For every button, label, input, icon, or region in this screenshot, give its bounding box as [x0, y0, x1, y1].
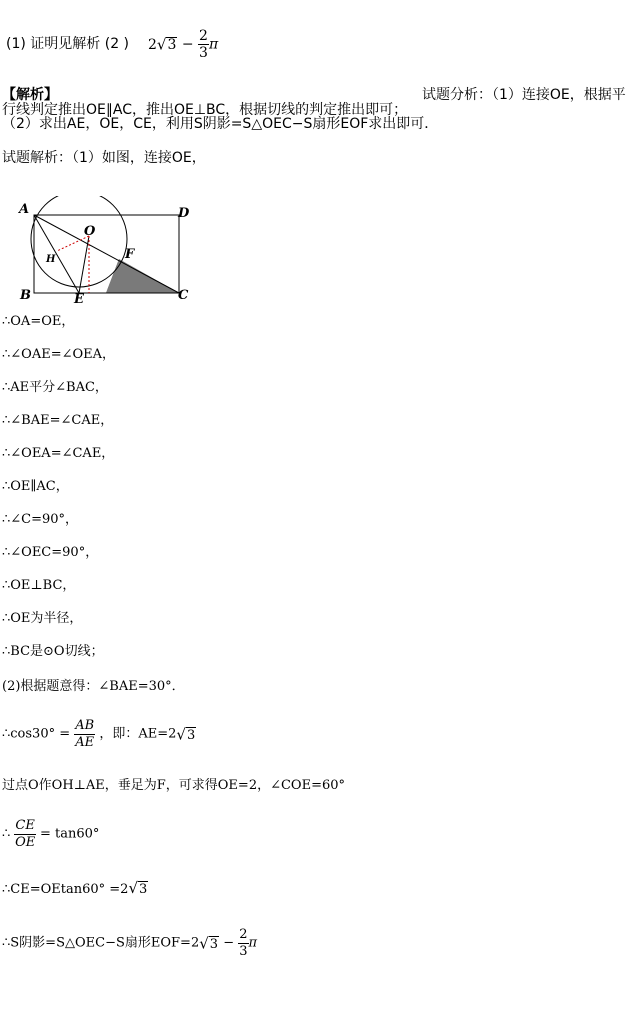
label-b: B	[20, 288, 31, 303]
step-11: ∴BC是⊙O切线；	[2, 644, 104, 659]
geometry-figure	[14, 196, 204, 308]
answer-root: 3	[167, 36, 177, 53]
cos-coef: 2	[168, 726, 177, 742]
ce-root: 3	[139, 882, 148, 897]
step-1: ∴OA=OE，	[2, 314, 75, 329]
answer-coef: 2	[148, 36, 157, 53]
analysis-right: 试题分析：（1）连接OE，根据平	[422, 87, 626, 103]
cos-root: 3	[186, 727, 196, 743]
solution-intro: 试题解析：（1）如图，连接OE，	[2, 150, 206, 166]
answer-line	[6, 36, 129, 52]
tan-fraction	[14, 818, 35, 851]
label-h: H	[46, 254, 56, 265]
answer-pi: π	[208, 36, 219, 53]
answer-fraction-num: 2	[199, 28, 208, 44]
analysis-heading: 【解析】	[2, 87, 58, 103]
area-fraction-den: 3	[239, 944, 248, 959]
tan-fraction-den: OE	[15, 835, 36, 850]
answer-fraction-den: 3	[199, 45, 208, 61]
step-8: ∴∠OEC=90°，	[2, 545, 99, 560]
analysis-line2: 行线判定推出OE∥AC，推出OE⊥BC，根据切线的判定推出即可；	[2, 102, 408, 118]
step-10: ∴OE为半径，	[2, 611, 83, 626]
area-coef: 2	[190, 935, 200, 951]
label-e: E	[74, 292, 84, 307]
tan-rhs: = tan60°	[40, 826, 100, 842]
area-fraction-num: 2	[239, 927, 248, 942]
step-3: ∴AE平分∠BAC，	[2, 380, 108, 395]
label-a: A	[19, 202, 30, 217]
cos-equation: ∴cos30° = $\frac{AB}{AE}$ ，即：AE=2√3	[2, 718, 196, 750]
cos-fraction	[74, 718, 95, 751]
step-12: (2)根据题意得：∠BAE=30°．	[2, 679, 185, 694]
segment-oe	[79, 236, 89, 293]
area-lhs: ∴S阴影=S△OEC−S扇形EOF=	[2, 935, 191, 951]
step-4: ∴∠BAE=∠CAE，	[2, 413, 114, 428]
perp-line: 过点O作OH⊥AE，垂足为F，可求得OE=2，∠COE=60°	[2, 778, 346, 793]
step-9: ∴OE⊥BC，	[2, 578, 76, 593]
circle-o	[31, 196, 127, 287]
area-root: 3	[209, 936, 219, 952]
ce-lhs: ∴CE=OEtan60° =	[2, 882, 121, 897]
tan-lhs: ∴	[2, 826, 11, 842]
label-f: F	[125, 247, 135, 262]
step-2: ∴∠OAE=∠OEA，	[2, 347, 116, 362]
cos-fraction-den: AE	[75, 735, 95, 750]
cos-fraction-num: AB	[75, 718, 95, 733]
tan-fraction-num: CE	[15, 818, 35, 833]
area-pi: π	[248, 935, 258, 951]
answer-fraction	[198, 28, 209, 61]
cos-mid: ，即：AE=	[99, 726, 169, 742]
answer-part1: (1) 证明见解析 (2 )	[6, 36, 130, 52]
answer-minus: −	[181, 36, 194, 53]
area-minus: −	[223, 935, 235, 951]
shaded-region	[106, 259, 179, 293]
area-fraction	[238, 927, 248, 960]
label-o: O	[84, 224, 96, 239]
analysis-line3: （2）求出AE，OE，CE，利用S阴影=S△OEC−S扇形EOF求出即可．	[2, 116, 439, 132]
ce-coef: 2	[120, 882, 129, 897]
step-6: ∴OE∥AC，	[2, 479, 69, 494]
ce-equation: ∴CE=OEtan60° =2√3	[2, 879, 148, 897]
cos-lhs: ∴cos30° =	[2, 726, 71, 742]
step-7: ∴∠C=90°，	[2, 512, 79, 527]
label-d: D	[178, 206, 190, 221]
area-equation: ∴S阴影=S△OEC−S扇形EOF=2√3 − $\frac{2}{3}$ π	[2, 927, 258, 959]
tan-equation	[2, 818, 99, 851]
answer-expression: 2√3 − $\frac{2}{3}$ π	[148, 28, 219, 61]
step-5: ∴∠OEA=∠CAE，	[2, 446, 115, 461]
label-c: C	[178, 288, 189, 303]
